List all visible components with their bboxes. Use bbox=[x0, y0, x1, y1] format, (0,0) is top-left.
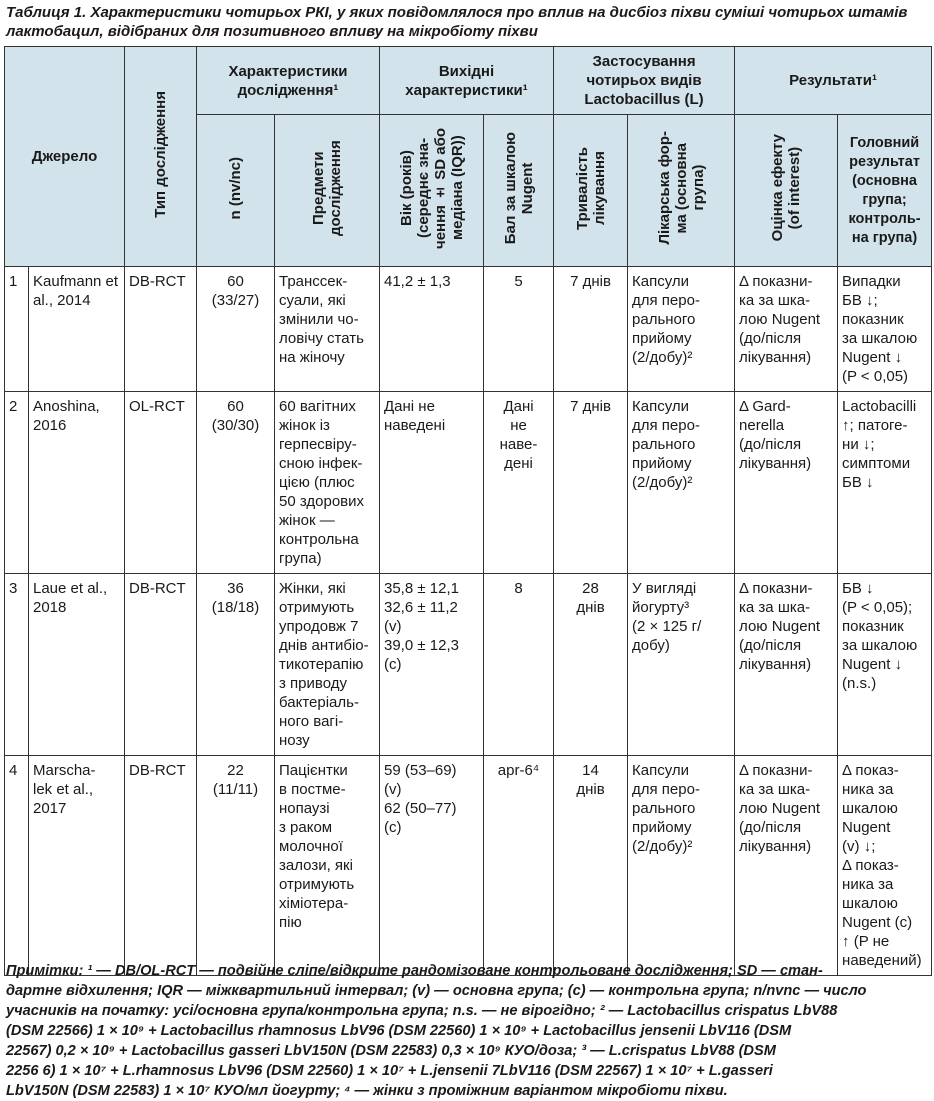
row-age: 35,8 ± 12,1 32,6 ± 11,2 (v) 39,0 ± 12,3 (c) bbox=[380, 574, 484, 756]
row-study-type: DB-RCT bbox=[125, 574, 197, 756]
header-source: Джерело bbox=[5, 47, 125, 267]
header-nugent: Бал за шкалою Nugent bbox=[484, 115, 554, 267]
row-nugent: Дані не наве- дені bbox=[484, 392, 554, 574]
row-duration: 28 днів bbox=[554, 574, 628, 756]
table-caption: Таблиця 1. Характеристики чотирьох РКІ, у яких повідомлялося про вплив на дисбіоз піхви суміші чотирьох штамів лактобацил, відібраних для позитивного впливу на мікробіоту піхви bbox=[6, 4, 908, 40]
header-subjects: Предмети дослідження bbox=[275, 115, 380, 267]
row-source: Anoshina, 2016 bbox=[29, 392, 125, 574]
row-source: Kaufmann et al., 2014 bbox=[29, 267, 125, 392]
header-dosage: Лікарська фор- ма (основна група) bbox=[628, 115, 735, 267]
row-number: 1 bbox=[5, 267, 29, 392]
table-row bbox=[5, 267, 932, 392]
row-study-type: DB-RCT bbox=[125, 267, 197, 392]
table-header bbox=[5, 47, 932, 267]
row-nugent: apr-6⁴ bbox=[484, 756, 554, 976]
row-subjects: 60 вагітних жінок із герпесвіру- сною інфек- цією (плюс 50 здорових жінок — контрольна група) bbox=[275, 392, 380, 574]
header-study-chars: Характеристики дослідження¹ bbox=[197, 47, 380, 115]
row-study-type: DB-RCT bbox=[125, 756, 197, 976]
row-dosage: Капсули для перо- рального прийому (2/добу)² bbox=[628, 267, 735, 392]
header-n: n (nv/nc) bbox=[197, 115, 275, 267]
row-nugent: 5 bbox=[484, 267, 554, 392]
row-dosage: Капсули для перо- рального прийому (2/добу)² bbox=[628, 756, 735, 976]
row-n: 36 (18/18) bbox=[197, 574, 275, 756]
row-effect: Δ показни- ка за шка- лою Nugent (до/після лікування) bbox=[735, 756, 838, 976]
table-row bbox=[5, 756, 932, 976]
header-study-type: Тип дослідження bbox=[125, 47, 197, 267]
row-number: 2 bbox=[5, 392, 29, 574]
header-results: Результати¹ bbox=[735, 47, 932, 115]
row-age: 41,2 ± 1,3 bbox=[380, 267, 484, 392]
table-row bbox=[5, 392, 932, 574]
row-n: 22 (11/11) bbox=[197, 756, 275, 976]
row-source: Laue et al., 2018 bbox=[29, 574, 125, 756]
row-n: 60 (33/27) bbox=[197, 267, 275, 392]
row-age: Дані не наведені bbox=[380, 392, 484, 574]
row-duration: 14 днів bbox=[554, 756, 628, 976]
row-duration: 7 днів bbox=[554, 267, 628, 392]
header-age: Вік (років) (середнє зна- чення ± SD або медіана (IQR)) bbox=[380, 115, 484, 267]
row-nugent: 8 bbox=[484, 574, 554, 756]
row-result: Δ показ- ника за шкалою Nugent (v) ↓; Δ показ- ника за шкалою Nugent (c) ↑ (P не наведений) bbox=[838, 756, 932, 976]
header-main-result: Головний результат (основна група; контроль-на група) bbox=[838, 115, 932, 267]
header-effect: Оцінка ефекту (of interest) bbox=[735, 115, 838, 267]
row-subjects: Жінки, які отримують упродовж 7 днів антибіо- тикотерапію з приводу бактеріаль- ного вагі- нозу bbox=[275, 574, 380, 756]
table-body bbox=[5, 267, 932, 976]
row-effect: Δ показни- ка за шка- лою Nugent (до/після лікування) bbox=[735, 267, 838, 392]
header-baseline: Вихідні характеристики¹ bbox=[380, 47, 554, 115]
table-row bbox=[5, 574, 932, 756]
row-number: 4 bbox=[5, 756, 29, 976]
row-subjects: Пацієнтки в постме- нопаузі з раком молочної залози, які отримують хіміотера- пію bbox=[275, 756, 380, 976]
row-result: Випадки БВ ↓; показник за шкалою Nugent ↓ (P < 0,05) bbox=[838, 267, 932, 392]
row-result: Lactobacilli ↑; патоге- ни ↓; симптоми БВ ↓ bbox=[838, 392, 932, 574]
studies-table bbox=[4, 46, 932, 976]
row-duration: 7 днів bbox=[554, 392, 628, 574]
row-effect: Δ показни- ка за шка- лою Nugent (до/після лікування) bbox=[735, 574, 838, 756]
row-study-type: OL-RCT bbox=[125, 392, 197, 574]
row-n: 60 (30/30) bbox=[197, 392, 275, 574]
row-source: Marscha- lek et al., 2017 bbox=[29, 756, 125, 976]
header-duration: Тривалість лікування bbox=[554, 115, 628, 267]
table-notes: Примітки: ¹ — DB/OL-RCT — подвійне сліпе/відкрите рандомізоване контрольоване дослідження; SD — стан- дартне відхилення; IQR — міжквартильний інтервал; (v) — основна група; (c) — контрольна група; n/nvnc — число учасників на початку: усі/основна група/контрольна група; n.s. — не вірогідно; ² — Lactobacillus crispatus LbV88 (DSM 22566) 1 × 10⁹ + Lactobacillus rhamnosus LbV96 (DSM 22560) 1 × 10⁹ + Lactobacillus jensenii LbV116 (DSM 22567) 0,2 × 10⁹ + Lactobacillus gasseri LbV150N (DSM 22583) 0,3 × 10⁹ КУО/доза; ³ — L.crispatus LbV88 (DSM 2256 6) 1 × 10⁷ + L.rhamnosus LbV96 (DSM 22560) 1 × 10⁷ + L.jensenii 7LbV116 (DSM 22567) 1 × 10⁷ + L.gasseri LbV150N (DSM 22583) 1 × 10⁷ КУО/мл йогурту; ⁴ — жінки з проміжним варіантом мікробіоти піхви. bbox=[6, 963, 867, 1099]
row-dosage: Капсули для перо- рального прийому (2/добу)² bbox=[628, 392, 735, 574]
row-age: 59 (53–69) (v) 62 (50–77) (c) bbox=[380, 756, 484, 976]
row-dosage: У вигляді йогурту³ (2 × 125 г/ добу) bbox=[628, 574, 735, 756]
row-effect: Δ Gard- nerella (до/після лікування) bbox=[735, 392, 838, 574]
header-application: Застосування чотирьох видів Lactobacillus (L) bbox=[554, 47, 735, 115]
row-result: БВ ↓ (P < 0,05); показник за шкалою Nugent ↓ (n.s.) bbox=[838, 574, 932, 756]
row-number: 3 bbox=[5, 574, 29, 756]
row-subjects: Транссек- суали, які змінили чо- ловічу стать на жіночу bbox=[275, 267, 380, 392]
